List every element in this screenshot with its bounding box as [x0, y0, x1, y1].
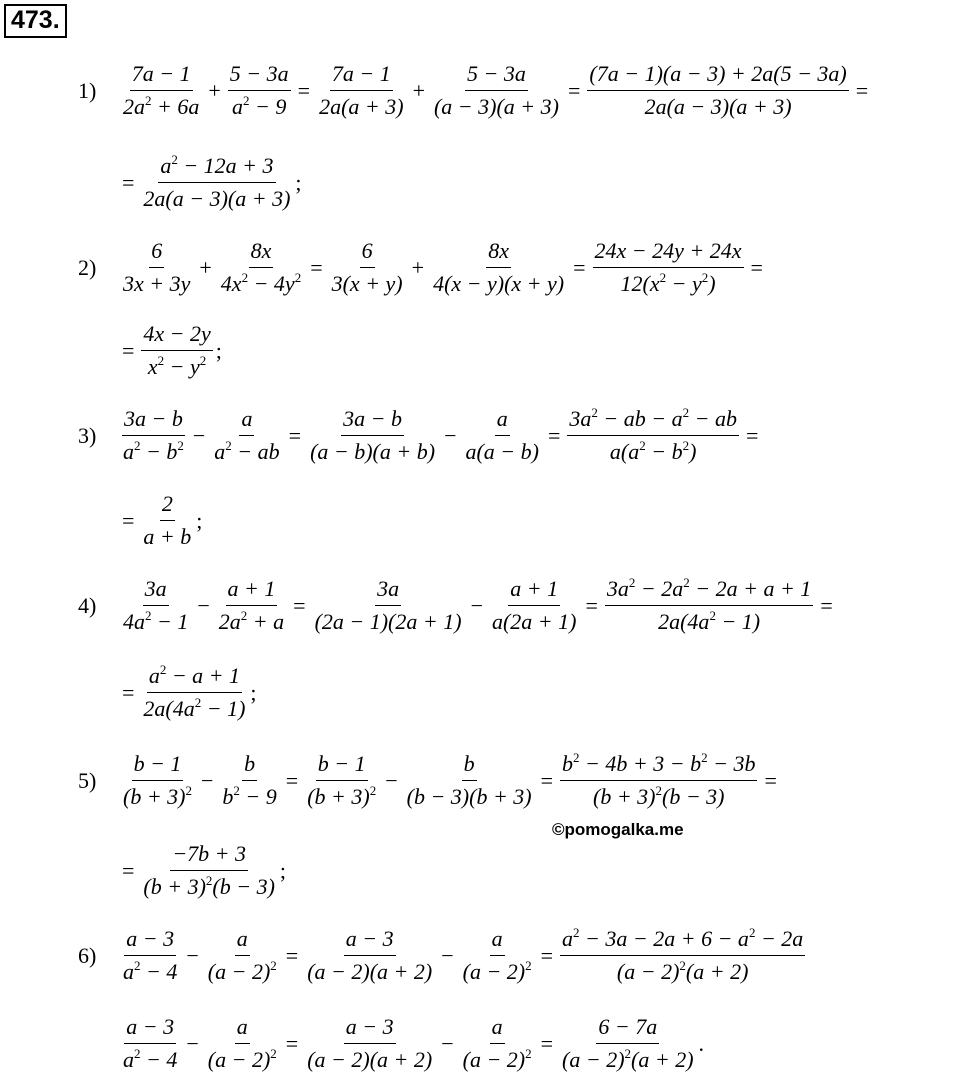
operator: = — [122, 679, 135, 705]
numerator: a + 1 — [226, 575, 278, 606]
operator: + — [412, 77, 425, 103]
denominator: $a^2 - 9$ — [232, 93, 287, 119]
numerator: a — [239, 405, 254, 436]
numerator: a — [235, 925, 250, 956]
numerator: a — [235, 1013, 250, 1044]
fraction — [317, 60, 406, 121]
operator: − — [192, 422, 206, 448]
numerator: a — [490, 1013, 505, 1044]
operator: − — [385, 767, 398, 793]
watermark: ©pomogalka.me — [552, 820, 684, 839]
denominator: 2a(a − 3)(a + 3) — [644, 94, 792, 119]
fraction — [121, 60, 201, 121]
operator: ; — [215, 337, 222, 363]
equation-line — [78, 405, 762, 466]
numerator: 4x − 2y — [141, 320, 212, 351]
fraction — [313, 575, 464, 636]
operator: = — [547, 422, 561, 448]
fraction — [461, 925, 534, 986]
fraction — [121, 1013, 179, 1074]
operator: = — [567, 77, 581, 103]
operator: = — [285, 767, 299, 793]
denominator: $(a - 2)^2$ — [462, 1046, 532, 1072]
fraction — [305, 1013, 434, 1074]
numerator: 6 − 7a — [596, 1013, 659, 1044]
numerator: 24x − 24y + 24x — [593, 237, 744, 268]
numerator: b − 1 — [132, 750, 184, 781]
equation-line — [78, 152, 302, 213]
denominator: a(2a + 1) — [491, 609, 577, 634]
numerator: 8x — [249, 237, 274, 268]
numerator: $a^2 - 12a + 3$ — [158, 152, 275, 183]
equation-line — [78, 320, 222, 381]
fraction — [432, 60, 561, 121]
denominator: (a − 2)(a + 2) — [307, 959, 433, 984]
denominator: $2a(4a^2 - 1)$ — [143, 695, 246, 721]
equation-line — [78, 60, 872, 121]
numerator: a — [495, 405, 510, 436]
denominator: a + b — [143, 524, 192, 549]
denominator: 2a(a + 3) — [319, 94, 404, 119]
denominator: $2a(4a^2 - 1)$ — [658, 608, 761, 634]
denominator: $(a - 2)^2$ — [462, 958, 532, 984]
fraction — [560, 750, 757, 811]
operator: ; — [250, 679, 257, 705]
operator: − — [441, 942, 454, 968]
numerator: a − 3 — [124, 925, 176, 956]
numerator: −7b + 3 — [170, 840, 248, 871]
fraction — [121, 750, 194, 811]
operator: − — [444, 422, 457, 448]
denominator: 2a(a − 3)(a + 3) — [143, 186, 291, 211]
denominator: $a^2$ − ab — [214, 438, 280, 464]
operator: = — [540, 767, 554, 793]
operator: − — [186, 942, 199, 968]
numerator: 7a − 1 — [330, 60, 393, 91]
numerator: $3a^2$ − ab − $a^2$ − ab — [567, 405, 739, 436]
denominator: $a^2 - 4$ — [123, 958, 178, 984]
denominator: 3x + 3y — [123, 271, 191, 296]
denominator: $(a - 2)^2(a + 2)$ — [616, 958, 749, 984]
denominator: (2a − 1)(2a + 1) — [314, 609, 462, 634]
fraction — [206, 1013, 279, 1074]
operator: = — [855, 77, 869, 103]
fraction — [593, 237, 744, 298]
denominator: $4a^2 - 1$ — [123, 608, 189, 634]
denominator: $(a - 2)^2$ — [207, 1046, 277, 1072]
operator: − — [441, 1030, 454, 1056]
fraction — [431, 237, 566, 298]
item-number: 6) — [78, 942, 97, 968]
numerator: a − 3 — [344, 925, 396, 956]
numerator: b — [242, 750, 257, 781]
fraction — [220, 750, 278, 811]
denominator: (b − 3)(b + 3) — [406, 784, 532, 809]
operator: = — [750, 254, 763, 280]
fraction — [463, 405, 541, 466]
operator: ; — [295, 169, 302, 195]
denominator: $(b + 3)^2$ — [123, 783, 192, 809]
equation-line — [78, 237, 767, 298]
denominator: $(a - 2)^2(a + 2)$ — [562, 1046, 694, 1072]
numerator: 5 − 3a — [228, 60, 291, 91]
fraction — [217, 575, 286, 636]
equation-line — [78, 1013, 704, 1074]
operator: ; — [279, 857, 287, 883]
fraction — [212, 405, 281, 466]
fraction — [206, 925, 279, 986]
fraction — [330, 237, 405, 298]
fraction — [490, 575, 579, 636]
operator: = — [820, 592, 833, 618]
operator: = — [764, 767, 777, 793]
item-number: 3) — [78, 422, 97, 448]
operator: . — [698, 1030, 705, 1056]
denominator: (a − b)(a + b) — [310, 439, 436, 464]
fraction — [308, 405, 437, 466]
operator: = — [540, 1030, 554, 1056]
operator: = — [540, 942, 554, 968]
numerator: 3a − b — [122, 405, 185, 436]
fraction — [141, 152, 292, 213]
numerator: 7a − 1 — [130, 60, 193, 91]
numerator: 3a — [143, 575, 169, 606]
denominator: 4(x − y)(x + y) — [433, 271, 565, 296]
denominator: $b^2 - 9$ — [222, 783, 277, 809]
numerator: 3a — [375, 575, 401, 606]
operator: − — [186, 1030, 199, 1056]
operator: = — [122, 337, 135, 363]
operator: = — [745, 422, 759, 448]
operator: = — [122, 507, 135, 533]
operator: = — [285, 1030, 299, 1056]
equation-line — [78, 662, 257, 723]
operator: = — [297, 77, 311, 103]
equation-line — [78, 925, 808, 986]
denominator: $x^2 - y^2$ — [147, 353, 207, 379]
operator: − — [470, 592, 483, 618]
operator: = — [285, 942, 299, 968]
fraction — [141, 320, 212, 381]
denominator: (a − 2)(a + 2) — [307, 1047, 433, 1072]
problem-number: 473. — [4, 4, 67, 38]
numerator: $a^2 - a + 1$ — [147, 662, 242, 693]
numerator: (7a − 1)(a − 3) + 2a(5 − 3a) — [587, 60, 848, 91]
equation-line — [78, 840, 286, 901]
fraction — [228, 60, 291, 121]
numerator: a + 1 — [508, 575, 560, 606]
numerator: a — [490, 925, 505, 956]
fraction — [305, 750, 378, 811]
numerator: b — [462, 750, 477, 781]
denominator: $(a - 2)^2$ — [207, 958, 277, 984]
fraction — [605, 575, 813, 636]
denominator: $2a^2 + 6a$ — [123, 93, 200, 119]
denominator: $a^2 - 4$ — [123, 1046, 178, 1072]
fraction — [121, 237, 192, 298]
numerator: 6 — [149, 237, 164, 268]
numerator: 6 — [360, 237, 375, 268]
numerator: 5 − 3a — [465, 60, 528, 91]
denominator: $4x^2 - 4y^2$ — [220, 270, 302, 296]
fraction — [219, 237, 303, 298]
operator: ; — [196, 507, 203, 533]
equation-line — [78, 490, 202, 551]
denominator: $12(x^2 - y^2)$ — [620, 270, 716, 296]
numerator: $3a^2 - 2a^2 - 2a + a + 1$ — [605, 575, 813, 606]
denominator: a(a − b) — [465, 439, 539, 464]
fraction — [141, 490, 193, 551]
operator: = — [288, 422, 302, 448]
fraction — [141, 840, 277, 901]
numerator: $a^2 - 3a - 2a + 6 - a^2 - 2a$ — [560, 925, 805, 956]
denominator: 3(x + y) — [331, 271, 403, 296]
numerator: 8x — [486, 237, 511, 268]
fraction — [141, 662, 247, 723]
operator: = — [122, 169, 135, 195]
numerator: a − 3 — [124, 1013, 176, 1044]
equation-line — [78, 750, 781, 811]
operator: = — [122, 857, 135, 883]
numerator: b − 1 — [316, 750, 368, 781]
denominator: $2a^2 + a$ — [218, 608, 285, 634]
denominator: $a(a^2 - b^2)$ — [609, 438, 697, 464]
operator: + — [411, 254, 425, 280]
operator: = — [293, 592, 306, 618]
operator: = — [585, 592, 598, 618]
item-number: 1) — [78, 77, 97, 103]
fraction — [560, 925, 805, 986]
fraction — [587, 60, 848, 121]
fraction — [560, 1013, 696, 1074]
fraction — [121, 575, 190, 636]
operator: + — [208, 77, 221, 103]
numerator: 2 — [160, 490, 175, 521]
denominator: $(b + 3)^2(b - 3)$ — [143, 873, 275, 899]
equation-line — [78, 575, 837, 636]
item-number: 4) — [78, 592, 97, 618]
operator: − — [197, 592, 210, 618]
denominator: (a − 3)(a + 3) — [433, 94, 559, 119]
item-number: 2) — [78, 254, 97, 280]
fraction — [305, 925, 434, 986]
fraction — [121, 405, 186, 466]
fraction — [567, 405, 739, 466]
numerator: a − 3 — [344, 1013, 396, 1044]
fraction — [461, 1013, 534, 1074]
denominator: $(b + 3)^2$ — [307, 783, 377, 809]
operator: − — [201, 767, 214, 793]
numerator: 3a − b — [341, 405, 404, 436]
operator: = — [310, 254, 323, 280]
operator: + — [199, 254, 212, 280]
denominator: $a^2 - b^2$ — [123, 438, 184, 464]
numerator: $b^2 - 4b + 3 - b^2 - 3b$ — [560, 750, 757, 781]
fraction — [405, 750, 534, 811]
item-number: 5) — [78, 767, 97, 793]
denominator: $(b + 3)^2(b - 3)$ — [593, 783, 725, 809]
fraction — [121, 925, 179, 986]
operator: = — [573, 254, 586, 280]
